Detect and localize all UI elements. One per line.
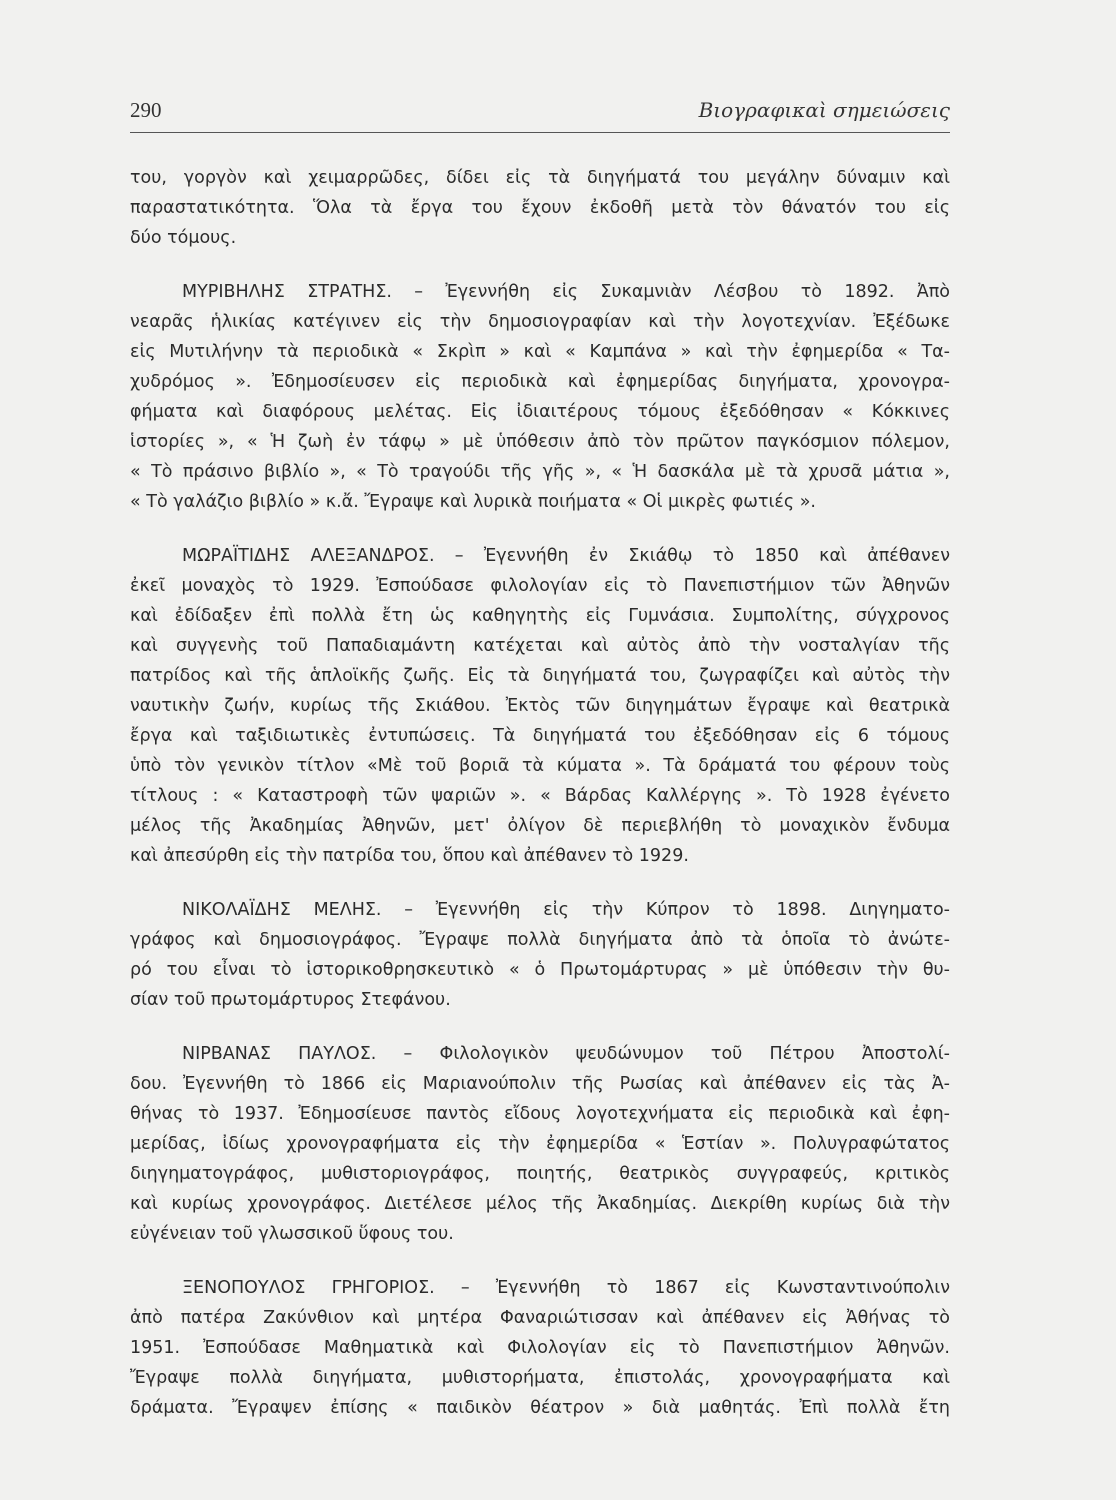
text-line: δύο τόμους.: [130, 228, 237, 248]
text-line: ἀπὸ πατέρα Ζακύνθιον καὶ μητέρα Φαναριώτισσαν καὶ ἀπέθανεν εἰς Ἀθήνας τὸ: [130, 1308, 950, 1328]
text-line: ναυτικὴν ζωήν, κυρίως τῆς Σκιάθου. Ἐκτὸς τῶν διηγημάτων ἔγραψε καὶ θεατρικὰ: [130, 696, 950, 716]
entry-xenopoulos: [130, 1273, 950, 1423]
text-line: πατρίδος καὶ τῆς ἁπλοϊκῆς ζωῆς. Εἰς τὰ διηγήματά του, ζωγραφίζει καὶ αὐτὸς τὴν: [130, 666, 950, 686]
text-line: μερίδας, ἰδίως χρονογραφήματα εἰς τὴν ἐφημερίδα « Ἑστίαν ». Πολυγραφώτατος: [130, 1134, 950, 1154]
text-line: ἐκεῖ μοναχὸς τὸ 1929. Ἐσπούδασε φιλολογίαν εἰς τὸ Πανεπιστήμιον τῶν Ἀθηνῶν: [130, 576, 950, 596]
text-line: χυδρόμος ». Ἐδημοσίευσεν εἰς περιοδικὰ καὶ ἐφημερίδας διηγήματα, χρονογρα-: [130, 372, 950, 392]
text-line: του, γοργὸν καὶ χειμαρρῶδες, δίδει εἰς τὰ διηγήματά του μεγάλην δύναμιν καὶ: [130, 168, 950, 188]
text-line: ἱστορίες », « Ἡ ζωὴ ἐν τάφῳ » μὲ ὑπόθεσιν ἀπὸ τὸν πρῶτον παγκόσμιον πόλεμον,: [130, 432, 950, 452]
text-line: φήματα καὶ διαφόρους μελέτας. Εἰς ἰδιαιτέρους τόμους ἐξεδόθησαν « Κόκκινες: [130, 402, 950, 422]
text-line: σίαν τοῦ πρωτομάρτυρος Στεφάνου.: [130, 990, 451, 1010]
text-line: δράματα. Ἔγραψεν ἐπίσης « παιδικὸν θέατρον » διὰ μαθητάς. Ἐπὶ πολλὰ ἔτη: [130, 1398, 950, 1418]
text-line: διηγηματογράφος, μυθιστοριογράφος, ποιητής, θεατρικὸς συγγραφεύς, κριτικὸς: [130, 1164, 950, 1184]
text-line: ΝΙΡΒΑΝΑΣ ΠΑΥΛΟΣ. – Φιλολογικὸν ψευδώνυμον τοῦ Πέτρου Ἀποστολί-: [182, 1044, 950, 1064]
text-line: τίτλους : « Καταστροφὴ τῶν ψαριῶν ». « Βάρδας Καλλέργης ». Τὸ 1928 ἐγένετο: [130, 786, 950, 806]
text-line: νεαρᾶς ἡλικίας κατέγινεν εἰς τὴν δημοσιογραφίαν καὶ τὴν λογοτεχνίαν. Ἐξέδωκε: [130, 312, 950, 332]
text-line: θήνας τὸ 1937. Ἐδημοσίευσε παντὸς εἴδους λογοτεχνήματα εἰς περιοδικὰ καὶ ἐφη-: [130, 1104, 950, 1124]
page-header: [130, 96, 950, 133]
paragraph-continuation: [130, 163, 950, 253]
text-line: καὶ ἀπεσύρθη εἰς τὴν πατρίδα του, ὅπου καὶ ἀπέθανεν τὸ 1929.: [130, 846, 689, 866]
entry-nirvanas: [130, 1039, 950, 1249]
text-line: « Τὸ πράσινο βιβλίο », « Τὸ τραγούδι τῆς γῆς », « Ἡ δασκάλα μὲ τὰ χρυσᾶ μάτια »,: [130, 462, 950, 482]
body-text: [130, 163, 950, 1423]
text-line: ΜΩΡΑΪΤΙΔΗΣ ΑΛΕΞΑΝΔΡΟΣ. – Ἐγεννήθη ἐν Σκιάθῳ τὸ 1850 καὶ ἀπέθανεν: [182, 546, 950, 566]
text-line: « Τὸ γαλάζιο βιβλίο » κ.ἄ. Ἔγραψε καὶ λυρικὰ ποιήματα « Οἱ μικρὲς φωτιές ».: [130, 492, 816, 512]
entry-moraitidis: [130, 541, 950, 871]
page-number: 290: [130, 98, 162, 122]
text-line: 1951. Ἐσπούδασε Μαθηματικὰ καὶ Φιλολογίαν εἰς τὸ Πανεπιστήμιον Ἀθηνῶν.: [130, 1338, 950, 1358]
text-line: καὶ κυρίως χρονογράφος. Διετέλεσε μέλος τῆς Ἀκαδημίας. Διεκρίθη κυρίως διὰ τὴν: [130, 1194, 950, 1214]
text-line: εἰς Μυτιλήνην τὰ περιοδικὰ « Σκρὶπ » καὶ « Καμπάνα » καὶ τὴν ἐφημερίδα « Τα-: [130, 342, 950, 362]
running-title: Βιογραφικαὶ σημειώσεις: [698, 98, 950, 122]
text-line: μέλος τῆς Ἀκαδημίας Ἀθηνῶν, μετ' ὀλίγον δὲ περιεβλήθη τὸ μοναχικὸν ἔνδυμα: [130, 816, 950, 836]
text-line: Ἔγραψε πολλὰ διηγήματα, μυθιστορήματα, ἐπιστολάς, χρονογραφήματα καὶ: [130, 1368, 950, 1388]
text-line: ΜΥΡΙΒΗΛΗΣ ΣΤΡΑΤΗΣ. – Ἐγεννήθη εἰς Συκαμνιὰν Λέσβου τὸ 1892. Ἀπὸ: [182, 282, 950, 302]
text-line: δου. Ἐγεννήθη τὸ 1866 εἰς Μαριανούπολιν τῆς Ρωσίας καὶ ἀπέθανεν εἰς τὰς Ἀ-: [130, 1074, 950, 1094]
text-line: ΝΙΚΟΛΑΪΔΗΣ ΜΕΛΗΣ. – Ἐγεννήθη εἰς τὴν Κύπρον τὸ 1898. Διηγηματο-: [182, 900, 950, 920]
text-line: καὶ ἐδίδαξεν ἐπὶ πολλὰ ἔτη ὡς καθηγητὴς εἰς Γυμνάσια. Συμπολίτης, σύγχρονος: [130, 606, 950, 626]
entry-myrivilis: [130, 277, 950, 517]
text-line: καὶ συγγενὴς τοῦ Παπαδιαμάντη κατέχεται καὶ αὐτὸς ἀπὸ τὴν νοσταλγίαν τῆς: [130, 636, 950, 656]
text-line: παραστατικότητα. Ὅλα τὰ ἔργα του ἔχουν ἐκδοθῆ μετὰ τὸν θάνατόν του εἰς: [130, 198, 950, 218]
text-line: εὐγένειαν τοῦ γλωσσικοῦ ὕφους του.: [130, 1224, 454, 1244]
text-line: γράφος καὶ δημοσιογράφος. Ἔγραψε πολλὰ διηγήματα ἀπὸ τὰ ὁποῖα τὸ ἀνώτε-: [130, 930, 950, 950]
entry-nikolaidis: [130, 895, 950, 1015]
text-line: ἔργα καὶ ταξιδιωτικὲς ἐντυπώσεις. Τὰ διηγήματά του ἐξεδόθησαν εἰς 6 τόμους: [130, 726, 950, 746]
text-line: ὑπὸ τὸν γενικὸν τίτλον «Μὲ τοῦ βοριᾶ τὰ κύματα ». Τὰ δράματά του φέρουν τοὺς: [130, 756, 950, 776]
text-line: ΞΕΝΟΠΟΥΛΟΣ ΓΡΗΓΟΡΙΟΣ. – Ἐγεννήθη τὸ 1867 εἰς Κωνσταντινούπολιν: [182, 1278, 950, 1298]
text-line: ρό του εἶναι τὸ ἱστορικοθρησκευτικὸ « ὁ Πρωτομάρτυρας » μὲ ὑπόθεσιν τὴν θυ-: [130, 960, 950, 980]
